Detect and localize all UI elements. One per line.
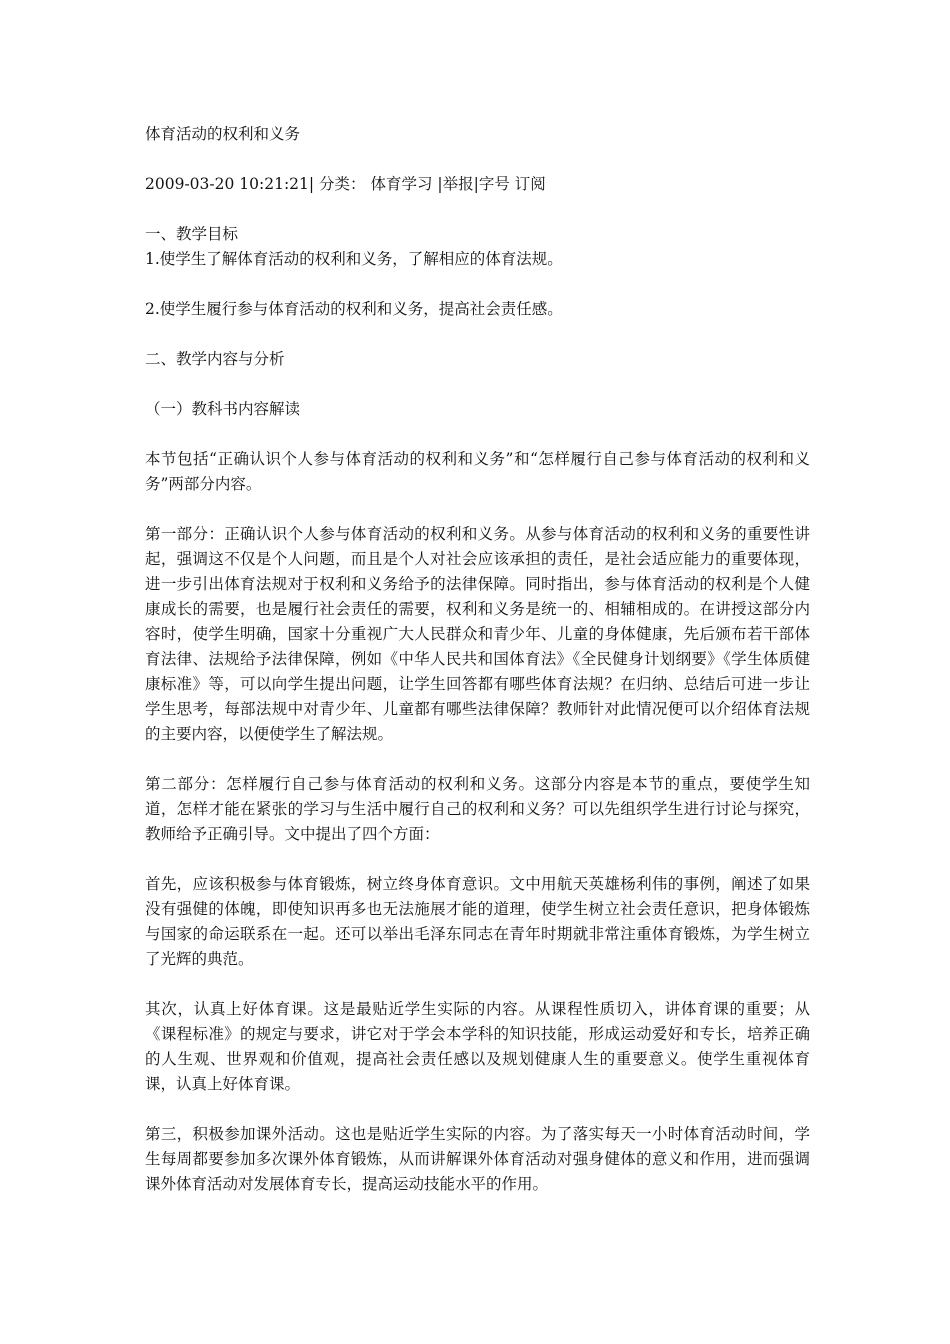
goal-item-2: 2.使学生履行参与体育活动的权利和义务，提高社会责任感。 xyxy=(145,300,563,318)
paragraph-part-two: 第二部分：怎样履行自己参与体育活动的权利和义务。这部分内容是本节的重点，要使学生知道，怎样才能在紧张的学习与生活中履行自己的权利和义务？可以先组织学生进行讨论与探究，教师给予正确引导。文中提出了四个方面： xyxy=(145,775,810,843)
paragraph-second-point: 其次，认真上好体育课。这是最贴近学生实际的内容。从课程性质切入，讲体育课的重要；从《课程标准》的规定与要求，讲它对于学会本学科的知识技能，形成运动爱好和专长，培养正确的人生观、世界观和价值观，提高社会责任感以及规划健康人生的重要意义。使学生重视体育课，认真上好体育课。 xyxy=(145,1000,810,1093)
paragraph-first-point: 首先，应该积极参与体育锻炼，树立终身体育意识。文中用航天英雄杨利伟的事例，阐述了如果没有强健的体魄，即使知识再多也无法施展才能的道理，使学生树立社会责任意识，把身体锻炼与国家的命运联系在一起。还可以举出毛泽东同志在青年时期就非常注重体育锻炼，为学生树立了光辉的典范。 xyxy=(145,875,810,968)
paragraph-intro: 本节包括“正确认识个人参与体育活动的权利和义务”和“怎样履行自己参与体育活动的权利和义务”两部分内容。 xyxy=(145,450,810,493)
document-title: 体育活动的权利和义务 xyxy=(145,125,301,143)
goal-item-1: 1.使学生了解体育活动的权利和义务，了解相应的体育法规。 xyxy=(145,250,563,268)
subsection-heading-textbook: （一）教科书内容解读 xyxy=(145,400,301,418)
paragraph-third-point: 第三，积极参加课外活动。这也是贴近学生实际的内容。为了落实每天一小时体育活动时间，学生每周都要参加多次课外体育锻炼，从而讲解课外体育活动对强身健体的意义和作用，进而强调课外体育活动对发展体育专长，提高运动技能水平的作用。 xyxy=(145,1125,810,1193)
paragraph-part-one: 第一部分：正确认识个人参与体育活动的权利和义务。从参与体育活动的权利和义务的重要性讲起，强调这不仅是个人问题，而且是个人对社会应该承担的责任，是社会适应能力的重要体现，进一步引出体育法规对于权利和义务给予的法律保障。同时指出，参与体育活动的权利是个人健康成长的需要，也是履行社会责任的需要，权利和义务是统一的、相辅相成的。在讲授这部分内容时，使学生明确，国家十分重视广大人民群众和青少年、儿童的身体健康，先后颁布若干部体育法律、法规给予法律保障，例如《中华人民共和国体育法》《全民健身计划纲要》《学生体质健康标准》等，可以向学生提出问题，让学生回答都有哪些体育法规？在归纳、总结后可进一步让学生思考，每部法规中对青少年、儿童都有哪些法律保障？教师针对此情况便可以介绍体育法规的主要内容，以便使学生了解法规。 xyxy=(145,525,810,743)
section-heading-content: 二、教学内容与分析 xyxy=(145,350,285,368)
post-meta-line: 2009-03-20 10:21:21| 分类： 体育学习 |举报|字号 订阅 xyxy=(145,175,546,193)
document-body xyxy=(145,122,810,1197)
section-heading-goals: 一、教学目标 xyxy=(145,225,239,243)
